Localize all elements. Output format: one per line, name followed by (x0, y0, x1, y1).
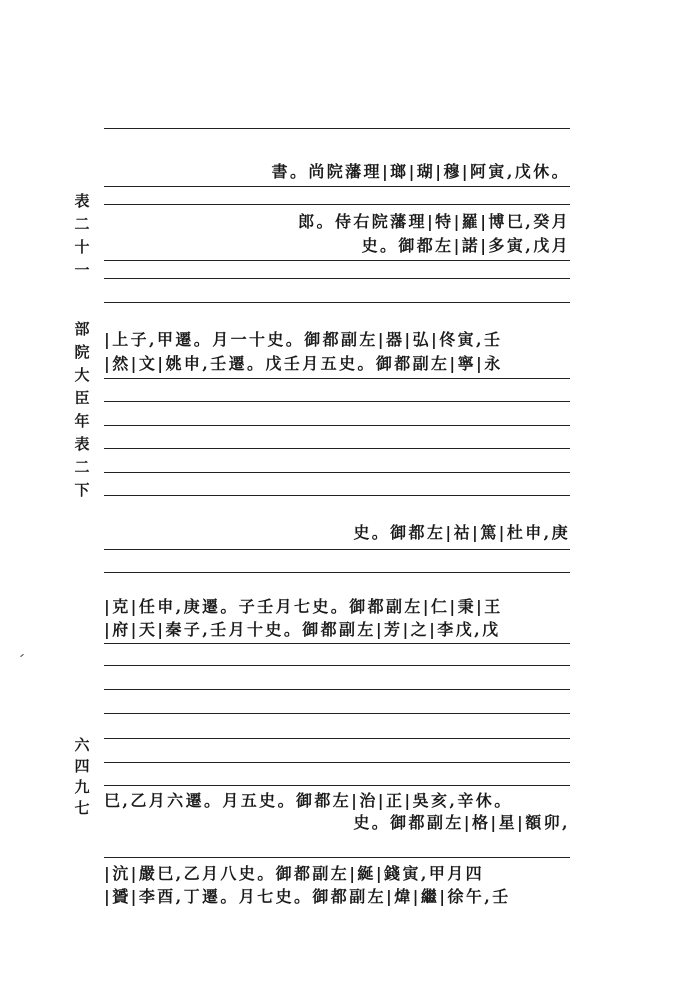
rule-line (104, 401, 570, 402)
table-row: 史。御都副左|格|星|額卯, (353, 813, 570, 832)
rule-line (104, 572, 570, 573)
side-title-char: 表 (74, 435, 90, 453)
page-number (70, 735, 94, 819)
page-number-char: 六 (74, 736, 90, 754)
rule-line (104, 785, 570, 786)
side-title-char: 二 (74, 215, 90, 233)
page-number-char: 九 (74, 778, 90, 796)
side-title-char: 二 (74, 458, 90, 476)
rule-line (104, 260, 570, 261)
rule-line (104, 713, 570, 714)
rule-line (104, 472, 570, 473)
side-title-char: 院 (74, 343, 90, 361)
side-title-char: 部 (74, 320, 90, 338)
table-row: |沆|嚴巳,乙月八史。御都副左|綖|錢寅,甲月四 (104, 864, 485, 883)
rule-line (104, 278, 570, 279)
page-number-char: 四 (74, 757, 90, 775)
rule-line (104, 128, 570, 129)
rule-line (104, 495, 570, 496)
stray-mark (20, 654, 24, 657)
side-title-char: 一 (74, 261, 90, 279)
side-title-char: 年 (74, 412, 90, 430)
rule-line (104, 738, 570, 739)
table-row: |然|文|姚申,壬遷。戊壬月五史。御都副左|寧|永 (104, 354, 503, 373)
rule-line (104, 302, 570, 303)
side-title-char: 十 (74, 238, 90, 256)
rule-line (104, 762, 570, 763)
side-title-char: 大 (74, 366, 90, 384)
side-title-char: 表 (74, 192, 90, 210)
table-row: 史。御都左|諾|多寅,戊月 (361, 236, 570, 255)
table-row: 巳,乙月六遷。月五史。御都左|治|正|吳亥,辛休。 (104, 791, 513, 810)
table-row: |上子,甲遷。月一十史。御都副左|器|弘|佟寅,壬 (104, 330, 503, 349)
table-row: 郎。侍右院藩理|特|羅|博巳,癸月 (298, 212, 570, 231)
table-row: |克|任申,庚遷。子壬月七史。御都副左|仁|秉|王 (104, 597, 503, 616)
table-row: 史。御都左|祜|篤|杜申,庚 (353, 523, 570, 542)
side-title-gap (70, 282, 94, 318)
rule-line (104, 448, 570, 449)
rule-line (104, 425, 570, 426)
side-title-char: 下 (74, 481, 90, 499)
rule-line (104, 665, 570, 666)
rule-line (104, 857, 570, 858)
rule-line (104, 204, 570, 205)
table-row: 書。尚院藩理|瑯|瑚|穆|阿寅,戊休。 (271, 162, 570, 181)
side-title-char: 臣 (74, 389, 90, 407)
table-row: |府|天|秦子,壬月十史。御都副左|芳|之|李戊,戊 (104, 620, 501, 639)
side-title (70, 190, 94, 502)
rule-line (104, 643, 570, 644)
rule-line (104, 186, 570, 187)
table-row: |贇|李酉,丁遷。月七史。御都副左|煒|繼|徐午,壬 (104, 887, 511, 906)
ruled-lines (104, 0, 570, 1000)
rule-line (104, 378, 570, 379)
rule-line (104, 549, 570, 550)
rule-line (104, 689, 570, 690)
page-number-char: 七 (74, 799, 90, 817)
